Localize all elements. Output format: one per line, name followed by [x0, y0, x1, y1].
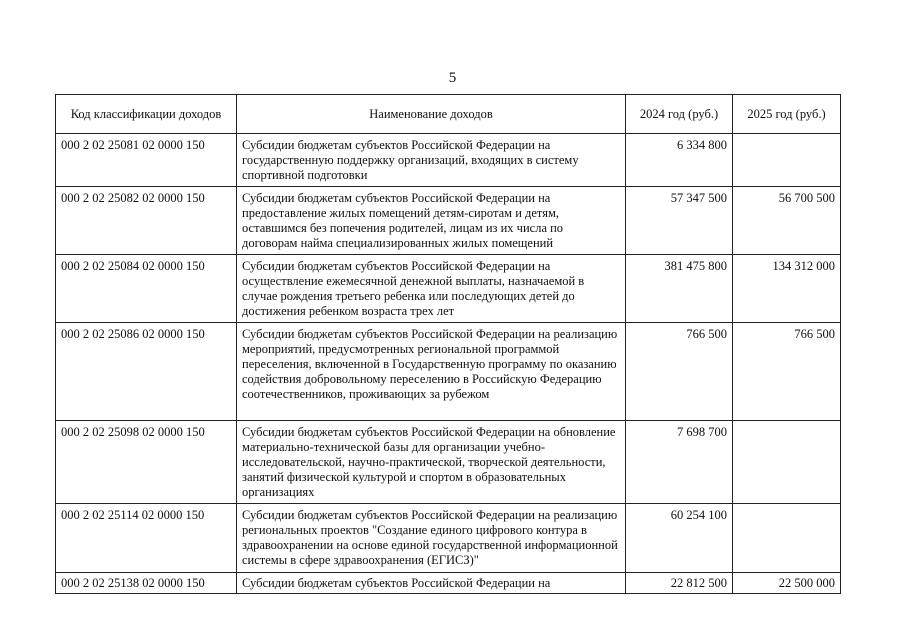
cell-code: 000 2 02 25086 02 0000 150	[56, 323, 237, 421]
cell-2024: 57 347 500	[626, 187, 733, 255]
table-row	[56, 255, 841, 323]
cell-name: Субсидии бюджетам субъектов Российской Федерации на реализацию мероприятий, предусмотренных региональной программой переселения, включенной в Государственную программу по оказанию содействия добровольному переселению в Российскую Федерацию соотечественников, проживающих за рубежом	[237, 323, 626, 421]
cell-code: 000 2 02 25082 02 0000 150	[56, 187, 237, 255]
header-name: Наименование доходов	[237, 95, 626, 134]
cell-name: Субсидии бюджетам субъектов Российской Федерации на обновление материально-технической базы для организации учебно-исследовательской, научно-практической, творческой деятельности, занятий физической культурой и спортом в образовательных организациях	[237, 421, 626, 504]
header-2024: 2024 год (руб.)	[626, 95, 733, 134]
table-row	[56, 323, 841, 421]
cell-2025: 56 700 500	[733, 187, 841, 255]
cell-code: 000 2 02 25084 02 0000 150	[56, 255, 237, 323]
cell-code: 000 2 02 25098 02 0000 150	[56, 421, 237, 504]
table-row	[56, 573, 841, 594]
table-row	[56, 421, 841, 504]
cell-name: Субсидии бюджетам субъектов Российской Федерации на государственную поддержку организаций, входящих в систему спортивной подготовки	[237, 134, 626, 187]
cell-name: Субсидии бюджетам субъектов Российской Федерации на реализацию региональных проектов "Создание единого цифрового контура в здравоохранении на основе единой государственной информационной системы в сфере здравоохранения (ЕГИСЗ)"	[237, 504, 626, 573]
page-number: 5	[448, 70, 457, 86]
table-header-row	[56, 95, 841, 134]
header-2025: 2025 год (руб.)	[733, 95, 841, 134]
cell-2024: 22 812 500	[626, 573, 733, 594]
cell-2024: 766 500	[626, 323, 733, 421]
cell-name: Субсидии бюджетам субъектов Российской Федерации на	[237, 573, 626, 594]
cell-2024: 7 698 700	[626, 421, 733, 504]
cell-2025	[733, 421, 841, 504]
cell-2024: 381 475 800	[626, 255, 733, 323]
cell-2025	[733, 504, 841, 573]
cell-2025	[733, 134, 841, 187]
cell-2024: 6 334 800	[626, 134, 733, 187]
cell-code: 000 2 02 25114 02 0000 150	[56, 504, 237, 573]
table-row	[56, 504, 841, 573]
cell-code: 000 2 02 25081 02 0000 150	[56, 134, 237, 187]
cell-2025: 134 312 000	[733, 255, 841, 323]
cell-2025: 766 500	[733, 323, 841, 421]
cell-2025: 22 500 000	[733, 573, 841, 594]
table-row	[56, 134, 841, 187]
cell-name: Субсидии бюджетам субъектов Российской Федерации на предоставление жилых помещений детям-сиротам и детям, оставшимся без попечения родителей, лицам из их числа по договорам найма специализированных жилых помещений	[237, 187, 626, 255]
revenue-table	[55, 94, 841, 594]
cell-2024: 60 254 100	[626, 504, 733, 573]
cell-name: Субсидии бюджетам субъектов Российской Федерации на осуществление ежемесячной денежной выплаты, назначаемой в случае рождения третьего ребенка или последующих детей до достижения ребенком возраста трех лет	[237, 255, 626, 323]
header-code: Код классификации доходов	[56, 95, 237, 134]
table-row	[56, 187, 841, 255]
cell-code: 000 2 02 25138 02 0000 150	[56, 573, 237, 594]
